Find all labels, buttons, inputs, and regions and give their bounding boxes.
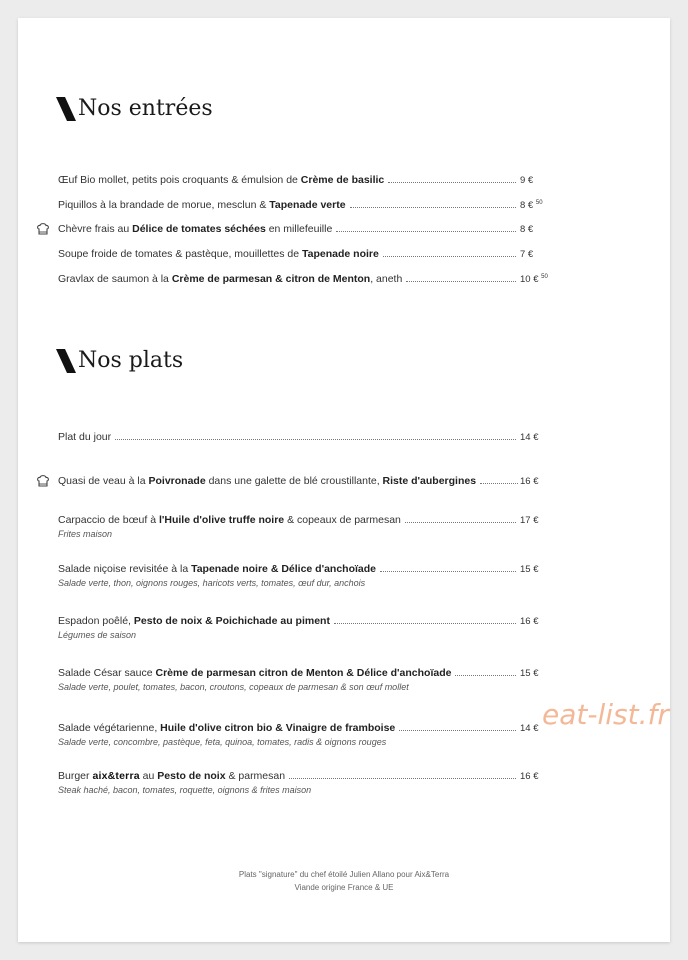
footer-line-1: Plats "signature" du chef étoilé Julien Allano pour Aix&Terra <box>238 870 450 879</box>
item-description: Steak haché, bacon, tomates, roquette, oignons & frites maison <box>58 785 312 795</box>
footer-line-2: Viande origine France & UE <box>294 883 394 892</box>
list-item: Espadon poêlé, Pesto de noix & Poichichade au piment 16 € Légumes de saison <box>58 615 564 640</box>
price: 7 € <box>520 249 534 260</box>
list-item: Salade niçoise revisitée à la Tapenade noire & Délice d'anchoïade 15 € Salade verte, thon, oignons rouges, haricots verts, tomates, œuf dur, anchois <box>58 563 564 588</box>
price: 8 € <box>520 224 534 235</box>
price: 14 € <box>520 432 539 443</box>
entrees-title-text: Nos entrées <box>78 96 213 121</box>
item-description: Légumes de saison <box>58 630 137 640</box>
list-item: Quasi de veau à la Poivronade dans une galette de blé croustillante, Riste d'aubergines 16 € <box>58 475 564 487</box>
chef-hat-icon <box>36 474 50 488</box>
list-item: Œuf Bio mollet, petits pois croquants & émulsion de Crème de basilic 9 € <box>58 174 564 186</box>
price: 15 € <box>520 564 539 575</box>
price: 9 € <box>520 175 534 186</box>
price: 17 € <box>520 515 539 526</box>
list-item: Salade végétarienne, Huile d'olive citron bio & Vinaigre de framboise 14 € Salade verte, concombre, pastèque, feta, quinoa, tomates, radis & oignons rouges <box>58 722 564 747</box>
price: 14 € <box>520 723 539 734</box>
section-title-entrees <box>56 96 213 121</box>
price: 8 € $^{50}$ <box>520 199 543 211</box>
list-item: Burger aix&terra au Pesto de noix & parmesan 16 € Steak haché, bacon, tomates, roquette, oignons & frites maison <box>58 770 564 795</box>
section-title-plats <box>56 348 183 373</box>
list-item: Carpaccio de bœuf à l'Huile d'olive truffe noire & copeaux de parmesan 17 € Frites maison <box>58 514 564 539</box>
price: 16 € <box>520 476 539 487</box>
item-description: Salade verte, thon, oignons rouges, haricots verts, tomates, œuf dur, anchois <box>58 578 366 588</box>
footer-note <box>18 868 670 894</box>
watermark: eat-list.fr <box>542 698 669 731</box>
list-item: Piquillos à la brandade de morue, mesclun & Tapenade verte 8 € $^{50}$ <box>58 199 564 211</box>
list-item: Chèvre frais au Délice de tomates séchées en millefeuille 8 € <box>58 223 564 235</box>
list-item: Plat du jour 14 € <box>58 431 564 443</box>
chef-hat-icon <box>36 222 50 236</box>
brand-logo: aix&terra <box>92 770 140 782</box>
item-description: Salade verte, concombre, pastèque, feta, quinoa, tomates, radis & oignons rouges <box>58 737 387 747</box>
price: 16 € <box>520 771 539 782</box>
plats-title-text: Nos plats <box>78 348 184 373</box>
price: 10 € $^{50}$ <box>520 273 548 285</box>
list-item: Gravlax de saumon à la Crème de parmesan & citron de Menton, aneth 10 € $^{50}$ <box>58 273 564 285</box>
list-item: Salade César sauce Crème de parmesan citron de Menton & Délice d'anchoïade 15 € Salade verte, poulet, tomates, bacon, croutons, copeaux de parmesan & son œuf mollet <box>58 667 564 692</box>
item-description: Frites maison <box>58 529 113 539</box>
slash-icon <box>56 349 76 373</box>
item-description: Salade verte, poulet, tomates, bacon, croutons, copeaux de parmesan & son œuf mollet <box>58 682 409 692</box>
slash-icon <box>56 97 76 121</box>
menu-page <box>18 18 670 942</box>
price: 15 € <box>520 668 539 679</box>
price: 16 € <box>520 616 539 627</box>
list-item: Soupe froide de tomates & pastèque, mouillettes de Tapenade noire 7 € <box>58 248 564 260</box>
